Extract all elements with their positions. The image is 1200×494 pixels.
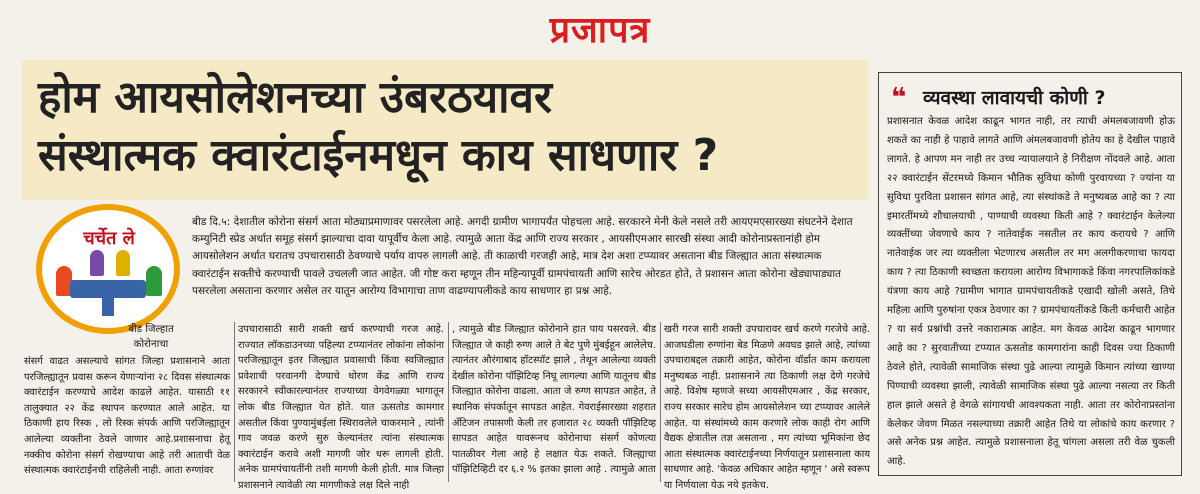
headline-line-1: होम आयसोलेशनच्या उंबरठयावर bbox=[38, 72, 553, 123]
column-divider bbox=[660, 322, 661, 482]
column-divider bbox=[234, 322, 235, 482]
person-figure-icon bbox=[116, 250, 130, 276]
column-divider bbox=[448, 322, 449, 482]
sidebar-title: व्यवस्था लावायची कोणी ? bbox=[923, 87, 1106, 109]
article-column-1: संसर्ग वाढत असल्याचे सांगत जिल्हा प्रशासनाने आता परजिल्ह्यातून प्रवास करून येणाऱ्यांना २८ दिवस संस्थात्मक क्वारंटाईन करण्याचे आदेश काढले आहेत. यासाठी ११ तालुक्यात २२ केंद्र स्थापन करण्यात आले आहेत. या ठिकाणी हाय रिस्क , लो रिस्क संपर्क आणि परजिल्ह्यातून आलेल्या व्यक्तीना ठेवले जाणार आहे.प्रशासनाचा हेतू नक्कीच कोरोना संसर्ग रोखण्याचा आहे तरी आताची वेळ संस्थात्मक क्वारंटाईनची राहिलेली नाही. आता रुग्णांवर bbox=[24, 356, 230, 477]
quote-mark-icon: ❝ bbox=[891, 83, 907, 113]
article-column-4: खरी गरज सारी शक्ती उपचारावर खर्च करणे गरजेचे आहे. आजघडीला रुग्णांना बेड मिळणे अवघड झाले आहे, त्यांच्या उपचाराबद्दल तक्रारी आहेत, कोरोना वॉर्डात काम करायला मनुष्यबळ नाही. प्रशासनाने त्या ठिकाणी लक्ष देणे गरजेचे आहे. विशेष म्हणजे सध्या आयसीएमआर , केंद्र सरकार, राज्य सरकार सारेच होम आयसोलेशन च्या टप्प्यावर आलेले आहेत. या संस्थांमध्ये काम करणारे लोक काही रोग आणि वैद्यक क्षेत्रातील तज्ञ असताना , मग त्यांच्या भूमिकांना छेद आता संस्थात्मक क्वारंटाईनच्या निर्णयातून प्रशासनाला काय साधणार आहे. 'केवळ अधिकार आहेत म्हणून ' असे स्वरूप या निर्णयाला येऊ नये इतकेच. bbox=[664, 324, 870, 491]
article-column-3: , त्यामुळे बीड जिल्ह्यात कोरोनाने हात पाय पसरवले. बीड जिल्ह्यात जे काही रुग्ण आले ते बेट पुणे मुंबईहून आलेलेच. त्यानंतर औरंगाबाद हॉटस्पॉट झाले , तेथून आलेल्या व्यक्ती देखील कोरोना पॉझिटिव्ह निघू लागल्या आणि यातूनच बीड जिल्ह्यात कोरोना वाढला. आता जे रुग्ण सापडत आहेत, ते स्थानिक संपर्कातून सापडत आहेत. गेवराईसारख्या शहरात अँटिजन तपासणी केली तर हजारात २८ व्यक्ती पॉझिटिव्ह सापडत आहेत यावरूनच कोरोनाचा संसर्ग कोणत्या पातळीवर गेला आहे हे लक्षात येऊ शकते. जिल्ह्याचा पॉझिटिव्हिटी दर ६.२ % इतका झाला आहे . त्यामुळे आता bbox=[452, 324, 656, 476]
table-icon bbox=[70, 280, 146, 298]
sidebar-body: प्रशासनात केवळ आदेश काढून भागत नाही, तर त्याची अंमलबजावणी होऊ शकते का नाही हे पाहावे लागते आणि अंमलबजावणी होतेय का हे देखील पाहावे लागते. हे आपण मन नाही तर उच्च न्यायालयाने हे निरीक्षण नोंदवले आहे. आता २२ क्वारंटाईन सेंटरमध्ये किमान भौतिक सुविधा कोणी पुरवायच्या ? ज्यांना या सुविधा पुरविता प्रशासन सांगत आहे, त्या संस्थांकडे ते मनुष्यबळ आहे का ? त्या इमारतींमध्ये शौचालयाची , पाण्याची व्यवस्था किती आहे ? क्वारंटाईन केलेल्या व्यक्तींच्या जेवणाचे काय ? नातेवाईक नसतील तर काय करायचे ? आणि नातेवाईक जर त्या व्यक्तीला भेटणारच असतील तर मग अलगीकरणाचा फायदा काय ? त्या ठिकाणी स्वच्छता करायला आरोग्य विभागाकडे किंवा नगरपालिकांकडे यंत्रणा काय आहे ?ग्रामीण भागात ग्रामपंचायतीकडे एखादी खोली असते, तिथे महिला आणि पुरुषांना एकत्र ठेवणार का ? ग्रामपंचायतींकडे किती कर्मचारी आहेत ? या सर्व प्रश्नांची उत्तरे नकारात्मक आहेत. मग केवळ आदेश काढून भागणार आहे का ? सुरवातीच्या टप्प्यात ऊसतोड कामगारांना काही दिवस ज्या ठिकाणी ठेवले होते, त्यावेळी सामाजिक संस्था पुढे आल्या त्यामुळे किमान त्यांच्या खाण्या पिण्याची व्यवस्था झाली, त्यावेळी सामाजिक संस्था पुढे आल्या नसत्या तर किती हाल झाले असते हे वेगळे सांगायची आवश्यकता नाही. आता तर कोरोनाप्रस्तांना केलेकर जेवण मिळत नसल्याच्या तक्रारी आहेत तिथे या लोकांचे काय करणार ? असे अनेक प्रश्न आहेत. त्यामुळे प्रशासनाला हेतू चांगला असला तरी वेळ चुकली आहे. bbox=[887, 116, 1175, 468]
logo-text: चर्चेत ले bbox=[83, 228, 135, 249]
sidebar-box bbox=[878, 72, 1182, 476]
article-column-2: उपचारासाठी सारी शक्ती खर्च करण्याची गरज आहे. राज्यात लॉकडाउनच्या पहिल्या टप्प्यानंतर लोकांना लोकांना परजिल्ह्यातून इतर जिल्ह्यात प्रवासाची किंवा स्वजिल्ह्यात प्रवेशाची परवानगी देण्याचे धोरण केंद्र आणि राज्य सरकारने स्वीकारल्यानंतर राज्याच्या वेगवेगळ्या भागातून लोक बीड जिल्ह्यात येत होते. यात ऊसतोड कामगार असतील किंवा पुण्यामुंबईला स्थिरावलेले चाकरमाने , त्यांनी गाव जवळ करणे सुरु केल्यानंतर त्यांना संस्थात्मक क्वारंटाईन करावे अशी मागणी जोर धरू लागली होती. अनेक ग्रामपंचायतींनी तशी मागणी केली होती. मात्र जिल्हा प्रशासनाने त्यावेळी त्या मागणीकडे लक्ष दिले नाही bbox=[238, 324, 444, 491]
headline-line-2: संस्थात्मक क्वारंटाईनमधून काय साधणार ? bbox=[38, 130, 719, 181]
person-figure-icon bbox=[90, 250, 104, 276]
table-leg-icon bbox=[102, 298, 114, 316]
person-figure-icon bbox=[146, 266, 162, 296]
charchet-logo bbox=[30, 200, 188, 338]
headline-box bbox=[22, 60, 868, 200]
newspaper-name: प्रजापत्र bbox=[549, 10, 651, 51]
dateline: बीड जिल्हात कोरोनाचा bbox=[128, 324, 174, 350]
masthead bbox=[0, 0, 1200, 50]
lead-paragraph: बीड दि.५: देशातील कोरोना संसर्ग आता मोठ्याप्रमाणावर पसरलेला आहे. अगदी ग्रामीण भागापर्यंत पोहचला आहे. सरकारने मेनी केले नसले तरी आयएमएसारख्या संघटनेने देशात कम्युनिटी स्प्रेड अर्थात समूह संसर्ग झाल्याचा दावा यापूर्वीच केला आहे. त्यामुळे आता केंद्र आणि राज्य सरकार , आयसीएमआर सारखी संस्था आदी कोरोनाप्रस्तानांही होम आयसोलेशन अर्थात घरातच उपचारासाठी ठेवण्याचे पर्याय वापरु लागली आहे. ती काळाची गरजही आहे, मात्र देश अशा टप्प्यावर असताना बीड जिल्ह्यात आता संस्थात्मक क्वारंटाईन सक्तीचे करण्याची पावले उचलली जात आहेत. जी गोष्ट करा म्हणून तीन महिन्यापूर्वी ग्रामपंचायती आणि सारेच ओरडत होते, ते प्रशासन आता कोरोना खेड्यापाड्यात पसरलेला असताना करणार असेल तर यातून आरोग्य विभागाचा ताण वाढण्यापलीकडे काय साधणार हा प्रश्न आहे. bbox=[192, 216, 853, 297]
